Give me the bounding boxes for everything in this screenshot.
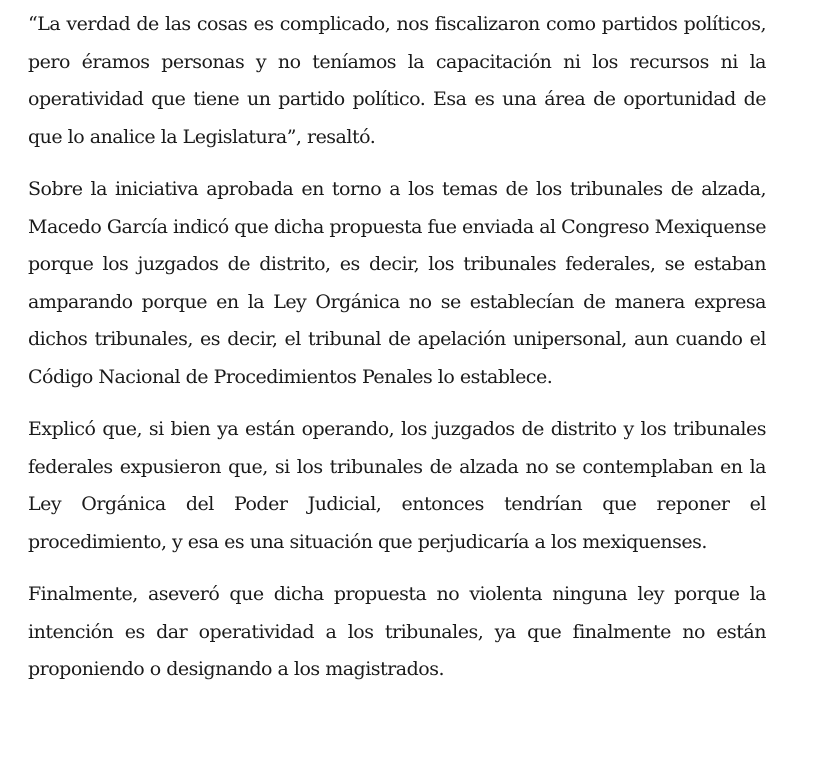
article-paragraph-1: “La verdad de las cosas es complicado, nos fiscalizaron como partidos políticos, pero éramos personas y no teníamos la capacitación ni los recursos ni la operatividad que tiene un partido político. Esa es una área de oportunidad de que lo analice la Legislatura”, resaltó.: [28, 13, 766, 148]
article-body: [28, 6, 766, 704]
article-paragraph-2: Sobre la iniciativa aprobada en torno a los temas de los tribunales de alzada, Macedo García indicó que dicha propuesta fue enviada al Congreso Mexiquense porque los juzgados de distrito, es decir, los tribunales federales, se estaban amparando porque en la Ley Orgánica no se establecían de manera expresa dichos tribunales, es decir, el tribunal de apelación unipersonal, aun cuando el Código Nacional de Procedimientos Penales lo establece.: [28, 178, 766, 388]
article-paragraph-3: Explicó que, si bien ya están operando, los juzgados de distrito y los tribunales federales expusieron que, si los tribunales de alzada no se contemplaban en la Ley Orgánica del Poder Judicial, entonces tendrían que reponer el procedimiento, y esa es una situación que perjudicaría a los mexiquenses.: [28, 418, 766, 553]
article-paragraph-4: Finalmente, aseveró que dicha propuesta no violenta ninguna ley porque la intención es dar operatividad a los tribunales, ya que finalmente no están proponiendo o designando a los magistrados.: [28, 583, 766, 680]
